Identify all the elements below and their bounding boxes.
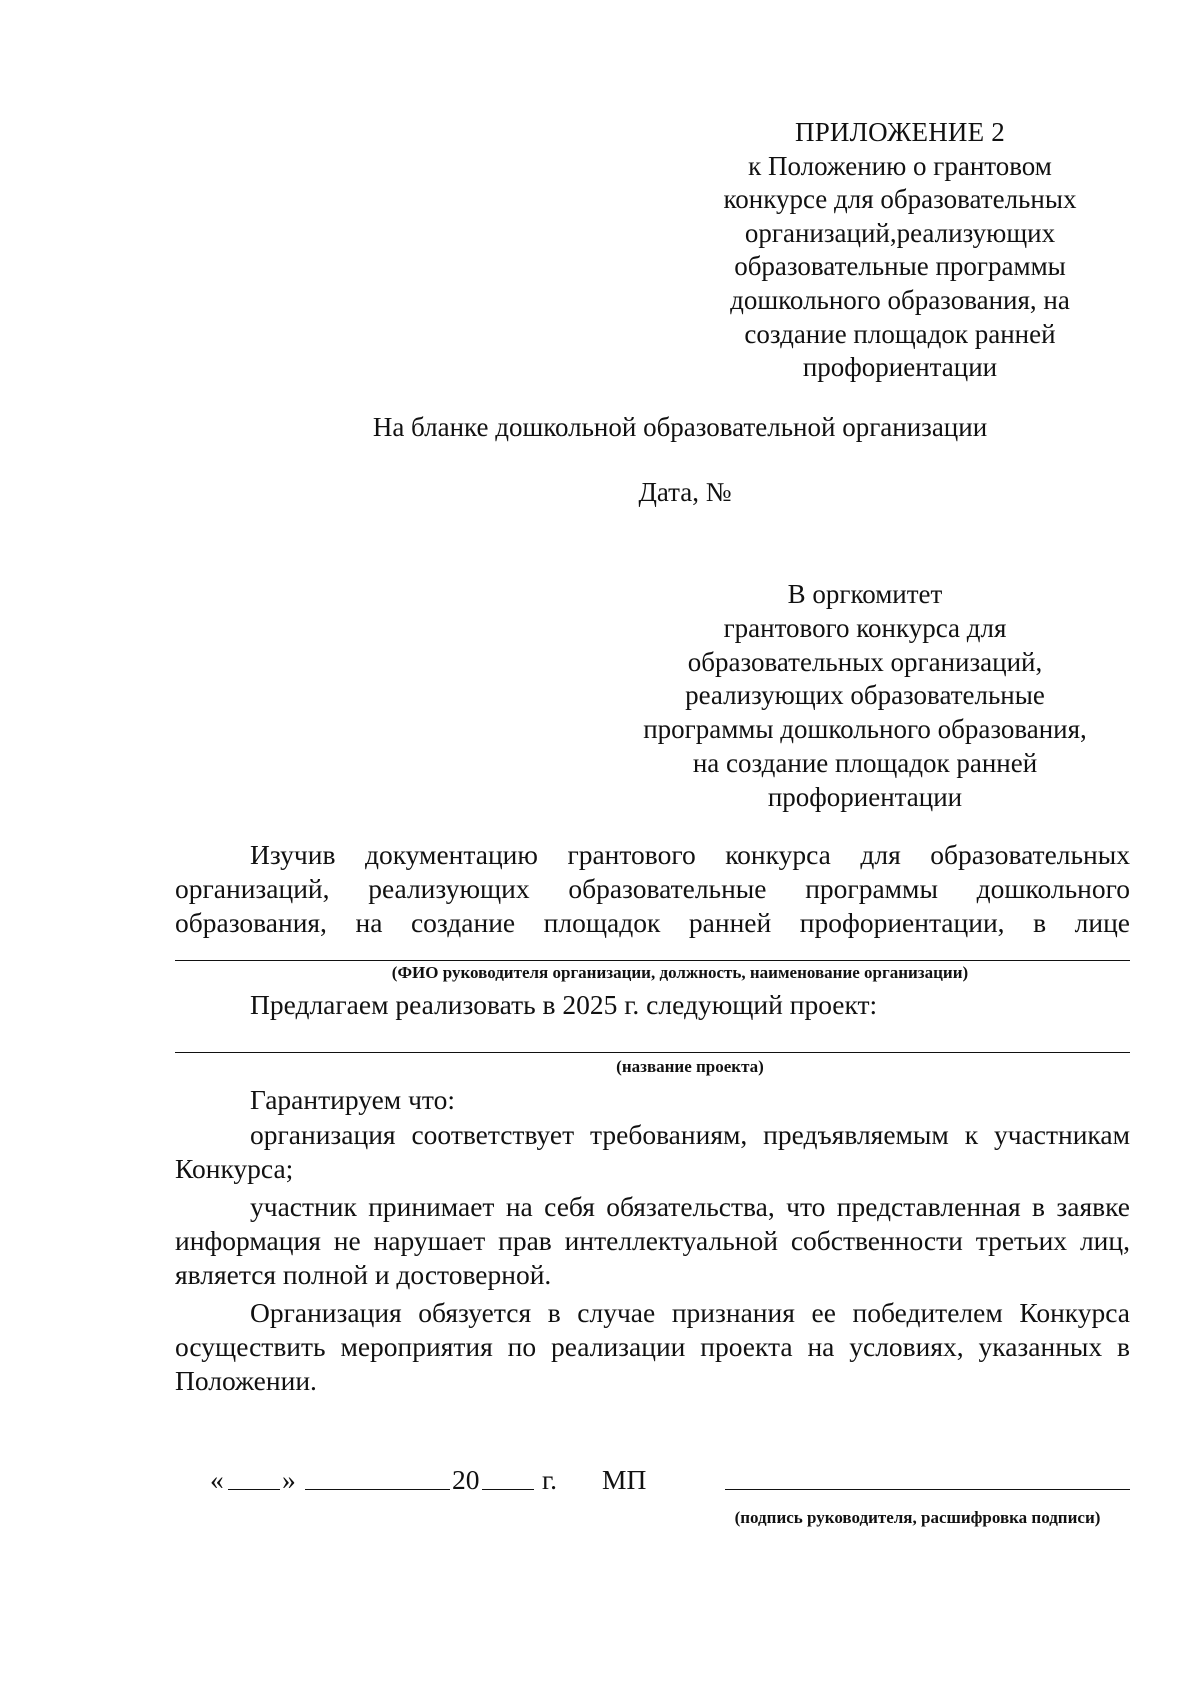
guarantee-heading: Гарантируем что: <box>250 1084 455 1115</box>
addressee-block <box>630 578 1100 815</box>
addressee-line: профориентации <box>767 781 963 812</box>
quote-open: « <box>210 1464 224 1495</box>
date-number: Дата, № <box>638 477 732 507</box>
addressee-line: грантового конкурса для <box>723 612 1007 643</box>
clause-line: Положении. <box>175 1365 317 1396</box>
clause-line: Конкурса; <box>175 1153 294 1184</box>
project-fill-line <box>175 1052 1130 1053</box>
intro-line: Изучив документацию грантового конкурса для образовательных <box>250 839 1130 870</box>
addressee-line: программы дошкольного образования, <box>643 714 1087 745</box>
appendix-line: дошкольного образования, на <box>730 284 1070 315</box>
signature-caption: (подпись руководителя, расшифровка подписи) <box>734 1508 1101 1527</box>
head-fill-line <box>175 960 1130 961</box>
appendix-line: создание площадок ранней <box>744 318 1056 349</box>
intro-line: образования, на создание площадок ранней профориентации, в лице <box>175 907 1130 938</box>
signature-blank <box>725 1465 1130 1490</box>
appendix-line: конкурсе для образовательных <box>723 184 1077 215</box>
clause-line: Организация обязуется в случае признания ее победителем Конкурса <box>250 1297 1130 1328</box>
clause-line: участник принимает на себя обязательства, что представленная в заявке <box>250 1191 1130 1222</box>
month-blank <box>305 1465 450 1490</box>
appendix-line: к Положению о грантовом <box>748 150 1052 181</box>
year-blank <box>482 1465 534 1490</box>
addressee-line: на создание площадок ранней <box>692 747 1038 778</box>
head-caption: (ФИО руководителя организации, должность, наименование организации) <box>391 963 969 982</box>
appendix-line: образовательные программы <box>734 251 1066 282</box>
appendix-title: ПРИЛОЖЕНИЕ 2 <box>795 117 1005 147</box>
year-prefix: 20 <box>452 1464 480 1495</box>
appendix-line: организаций,реализующих <box>744 217 1056 248</box>
addressee-line: образовательных организаций, <box>687 646 1043 677</box>
addressee-line: В оргкомитет <box>787 579 943 609</box>
appendix-line: профориентации <box>802 352 998 383</box>
clause-line: осуществить мероприятия по реализации проекта на условиях, указанных в <box>175 1331 1130 1362</box>
clause-line: является полной и достоверной. <box>175 1259 552 1290</box>
intro-line: организаций, реализующих образовательные программы дошкольного <box>175 873 1130 904</box>
quote-close: » <box>282 1464 296 1495</box>
appendix-header <box>700 116 1100 385</box>
letterhead-note: На бланке дошкольной образовательной организации <box>372 412 988 442</box>
clause-line: информация не нарушает прав интеллектуальной собственности третьих лиц, <box>175 1225 1130 1256</box>
propose-line: Предлагаем реализовать в 2025 г. следующий проект: <box>250 989 878 1020</box>
addressee-line: реализующих образовательные <box>685 680 1045 711</box>
seal-mark: МП <box>602 1464 647 1495</box>
year-suffix: г. <box>542 1464 558 1495</box>
day-blank <box>228 1465 280 1490</box>
clause-line: организация соответствует требованиям, предъявляемым к участникам <box>250 1119 1130 1150</box>
signature-row <box>190 1463 1140 1503</box>
project-caption: (название проекта) <box>616 1057 764 1076</box>
